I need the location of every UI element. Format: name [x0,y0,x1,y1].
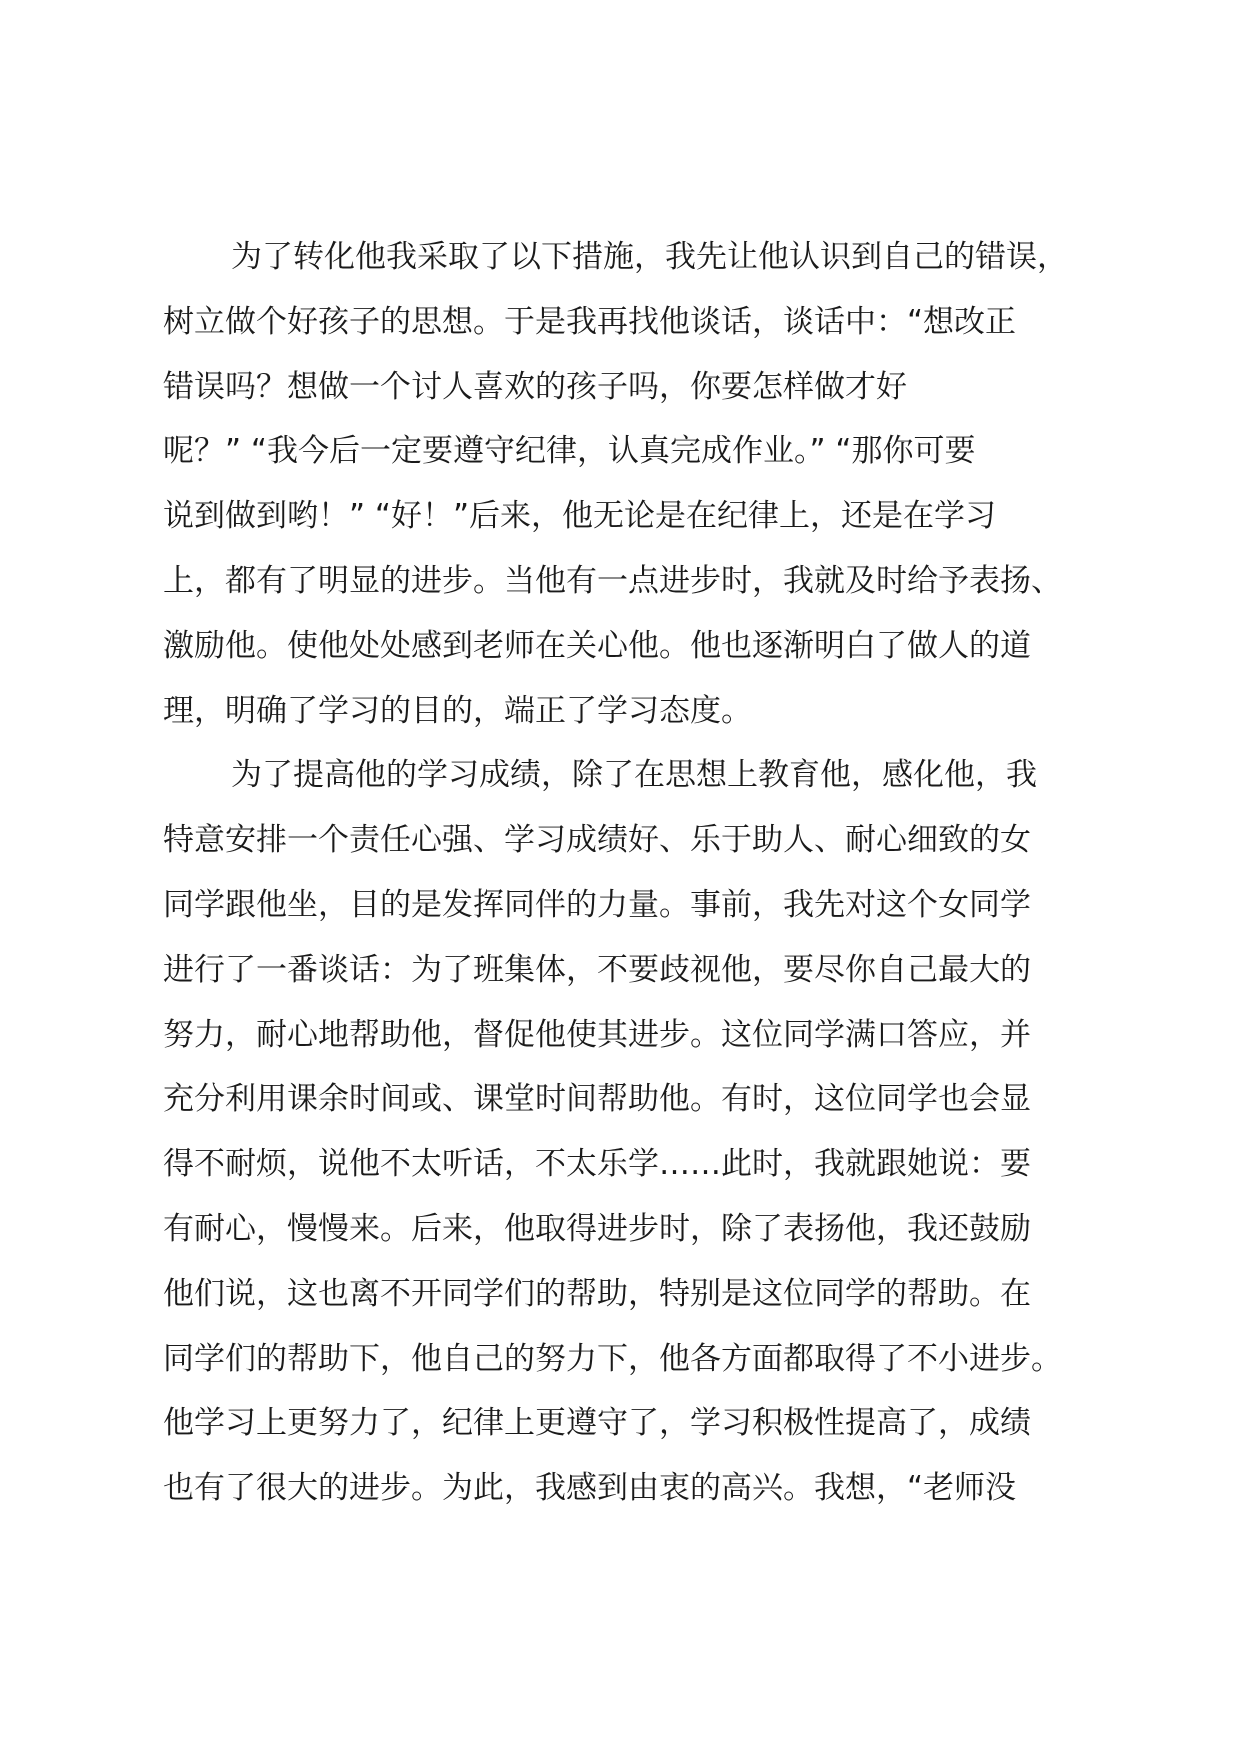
text-line: 说到做到哟！” “好！”后来，他无论是在纪律上，还是在学习 [163,498,997,535]
text-line: 努力，耐心地帮助他，督促他使其进步。这位同学满口答应，并 [163,1016,1031,1053]
text-line: 同学跟他坐，目的是发挥同伴的力量。事前，我先对这个女同学 [163,886,1031,923]
text-line: 也有了很大的进步。为此，我感到由衷的高兴。我想，“老师没 [163,1470,1017,1507]
text-line: 得不耐烦，说他不太听话，不太乐学……此时，我就跟她说：要 [163,1146,1031,1183]
text-line: 特意安排一个责任心强、学习成绩好、乐于助人、耐心细致的女 [163,822,1031,859]
text-line: 树立做个好孩子的思想。于是我再找他谈话，谈话中：“想改正 [163,303,1017,340]
text-line: 有耐心，慢慢来。后来，他取得进步时，除了表扬他，我还鼓励 [163,1210,1031,1247]
text-line: 进行了一番谈话：为了班集体，不要歧视他，要尽你自己最大的 [163,951,1031,988]
text-line: 错误吗？想做一个讨人喜欢的孩子吗，你要怎样做才好 [163,368,907,405]
text-line: 激励他。使他处处感到老师在关心他。他也逐渐明白了做人的道 [163,627,1031,664]
text-line: 呢？” “我今后一定要遵守纪律，认真完成作业。” “那你可要 [163,433,976,470]
text-line: 他们说，这也离不开同学们的帮助，特别是这位同学的帮助。在 [163,1275,1031,1312]
text-line: 上，都有了明显的进步。当他有一点进步时，我就及时给予表扬、 [163,562,1062,599]
text-line: 他学习上更努力了，纪律上更遵守了，学习积极性提高了，成绩 [163,1405,1031,1442]
text-line: 理，明确了学习的目的，端正了学习态度。 [163,692,752,729]
document-body [163,225,1113,1521]
text-line: 充分利用课余时间或、课堂时间帮助他。有时，这位同学也会显 [163,1081,1031,1118]
text-line: 同学们的帮助下，他自己的努力下，他各方面都取得了不小进步。 [163,1340,1062,1377]
text-line: 为了转化他我采取了以下措施，我先让他认识到自己的错误， [231,239,1068,275]
text-line: 为了提高他的学习成绩，除了在思想上教育他，感化他，我 [231,757,1037,794]
